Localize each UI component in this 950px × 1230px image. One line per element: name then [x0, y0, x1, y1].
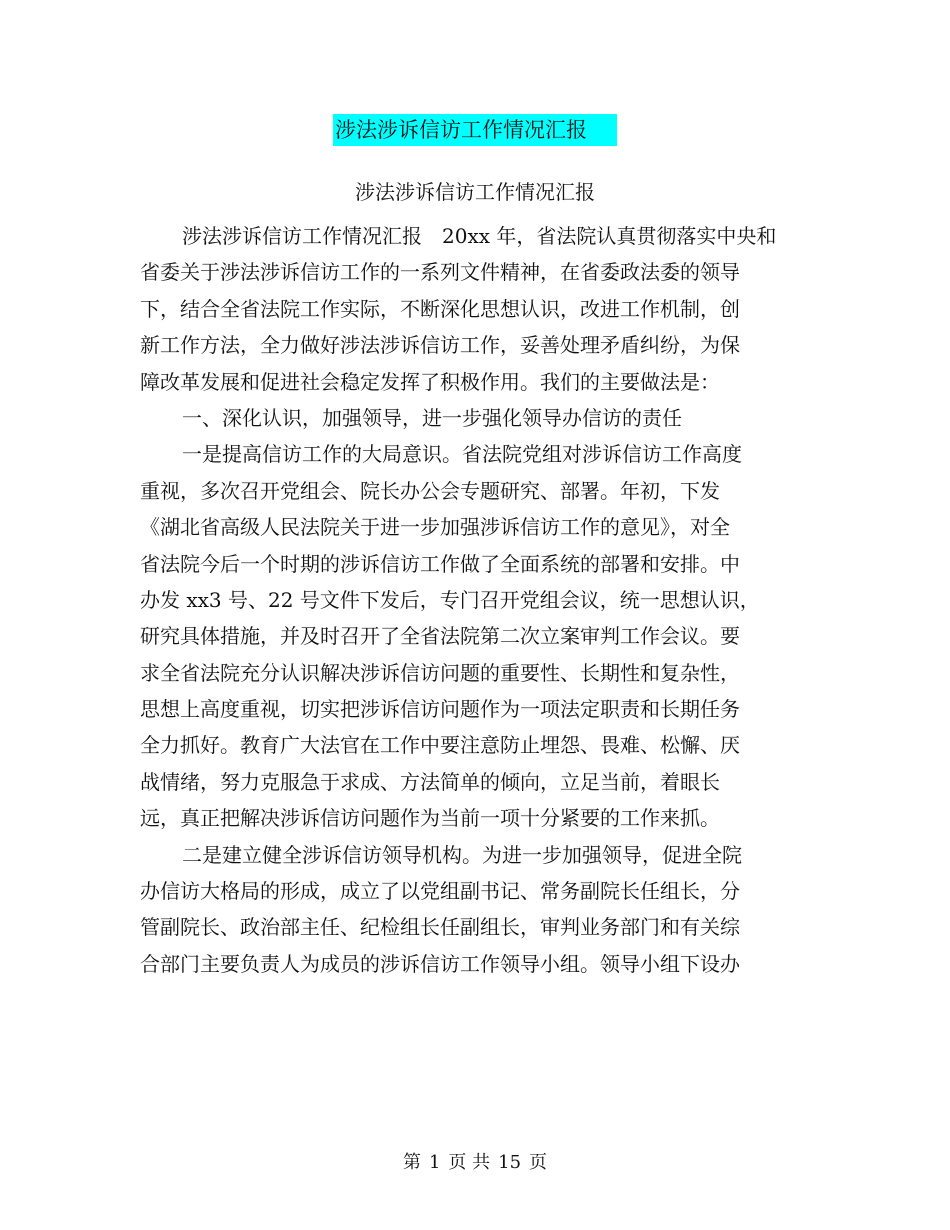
footer-prefix: 第 — [402, 1152, 421, 1173]
paragraph-line: 一是提高信访工作的大局意识。省法院党组对涉诉信访工作高度 — [182, 442, 742, 467]
document-subtitle: 涉法涉诉信访工作情况汇报 — [355, 180, 595, 204]
footer-page-number: 1 — [428, 1152, 441, 1173]
paragraph-line: 管副院长、政治部主任、纪检组长任副组长，审判业务部门和有关综 — [140, 915, 740, 940]
paragraph-line: 《湖北省高级人民法院关于进一步加强涉诉信访工作的意见》，对全 — [140, 515, 730, 540]
paragraph-line: 涉法涉诉信访工作情况汇报 20xx 年，省法院认真贯彻落实中央和 — [182, 224, 777, 248]
paragraph-line: 下，结合全省法院工作实际，不断深化思想认识，改进工作机制，创 — [140, 296, 740, 321]
paragraph-line: 重视，多次召开党组会、院长办公会专题研究、部署。年初，下发 — [140, 478, 720, 503]
paragraph-line: 办发 xx3 号、22 号文件下发后，专门召开党组会议，统一思想认识， — [140, 587, 760, 612]
page-footer — [0, 1151, 950, 1175]
document-title: 涉法涉诉信访工作情况汇报 — [333, 114, 617, 146]
footer-suffix: 页 — [529, 1152, 548, 1173]
paragraph-line: 求全省法院充分认识解决涉诉信访问题的重要性、长期性和复杂性， — [140, 660, 740, 685]
paragraph-line: 合部门主要负责人为成员的涉诉信访工作领导小组。领导小组下设办 — [140, 951, 740, 976]
paragraph-line: 省委关于涉法涉诉信访工作的一系列文件精神，在省委政法委的领导 — [140, 260, 740, 285]
paragraph-line: 省法院今后一个时期的涉诉信访工作做了全面系统的部署和安排。中 — [140, 551, 740, 576]
footer-total-pages: 15 — [498, 1152, 522, 1173]
paragraph-line: 远，真正把解决涉诉信访问题作为当前一项十分紧要的工作来抓。 — [140, 806, 720, 831]
title-container — [0, 114, 950, 146]
paragraph-line: 全力抓好。教育广大法官在工作中要注意防止埋怨、畏难、松懈、厌 — [140, 733, 740, 758]
paragraph-line: 战情绪，努力克服急于求成、方法简单的倾向，立足当前，着眼长 — [140, 769, 720, 794]
document-body — [140, 218, 790, 982]
paragraph-line: 思想上高度重视，切实把涉诉信访问题作为一项法定职责和长期任务 — [140, 697, 740, 722]
paragraph-line: 二是建立健全涉诉信访领导机构。为进一步加强领导，促进全院 — [182, 842, 742, 867]
paragraph-line: 办信访大格局的形成，成立了以党组副书记、常务副院长任组长，分 — [140, 879, 740, 904]
paragraph-line: 研究具体措施，并及时召开了全省法院第二次立案审判工作会议。要 — [140, 624, 740, 649]
footer-middle: 页 共 — [448, 1152, 491, 1173]
paragraph-line: 障改革发展和促进社会稳定发挥了积极作用。我们的主要做法是： — [140, 369, 720, 394]
section-heading: 一、深化认识，加强领导，进一步强化领导办信访的责任 — [182, 405, 682, 430]
paragraph-line: 新工作方法，全力做好涉法涉诉信访工作，妥善处理矛盾纠纷，为保 — [140, 333, 740, 358]
